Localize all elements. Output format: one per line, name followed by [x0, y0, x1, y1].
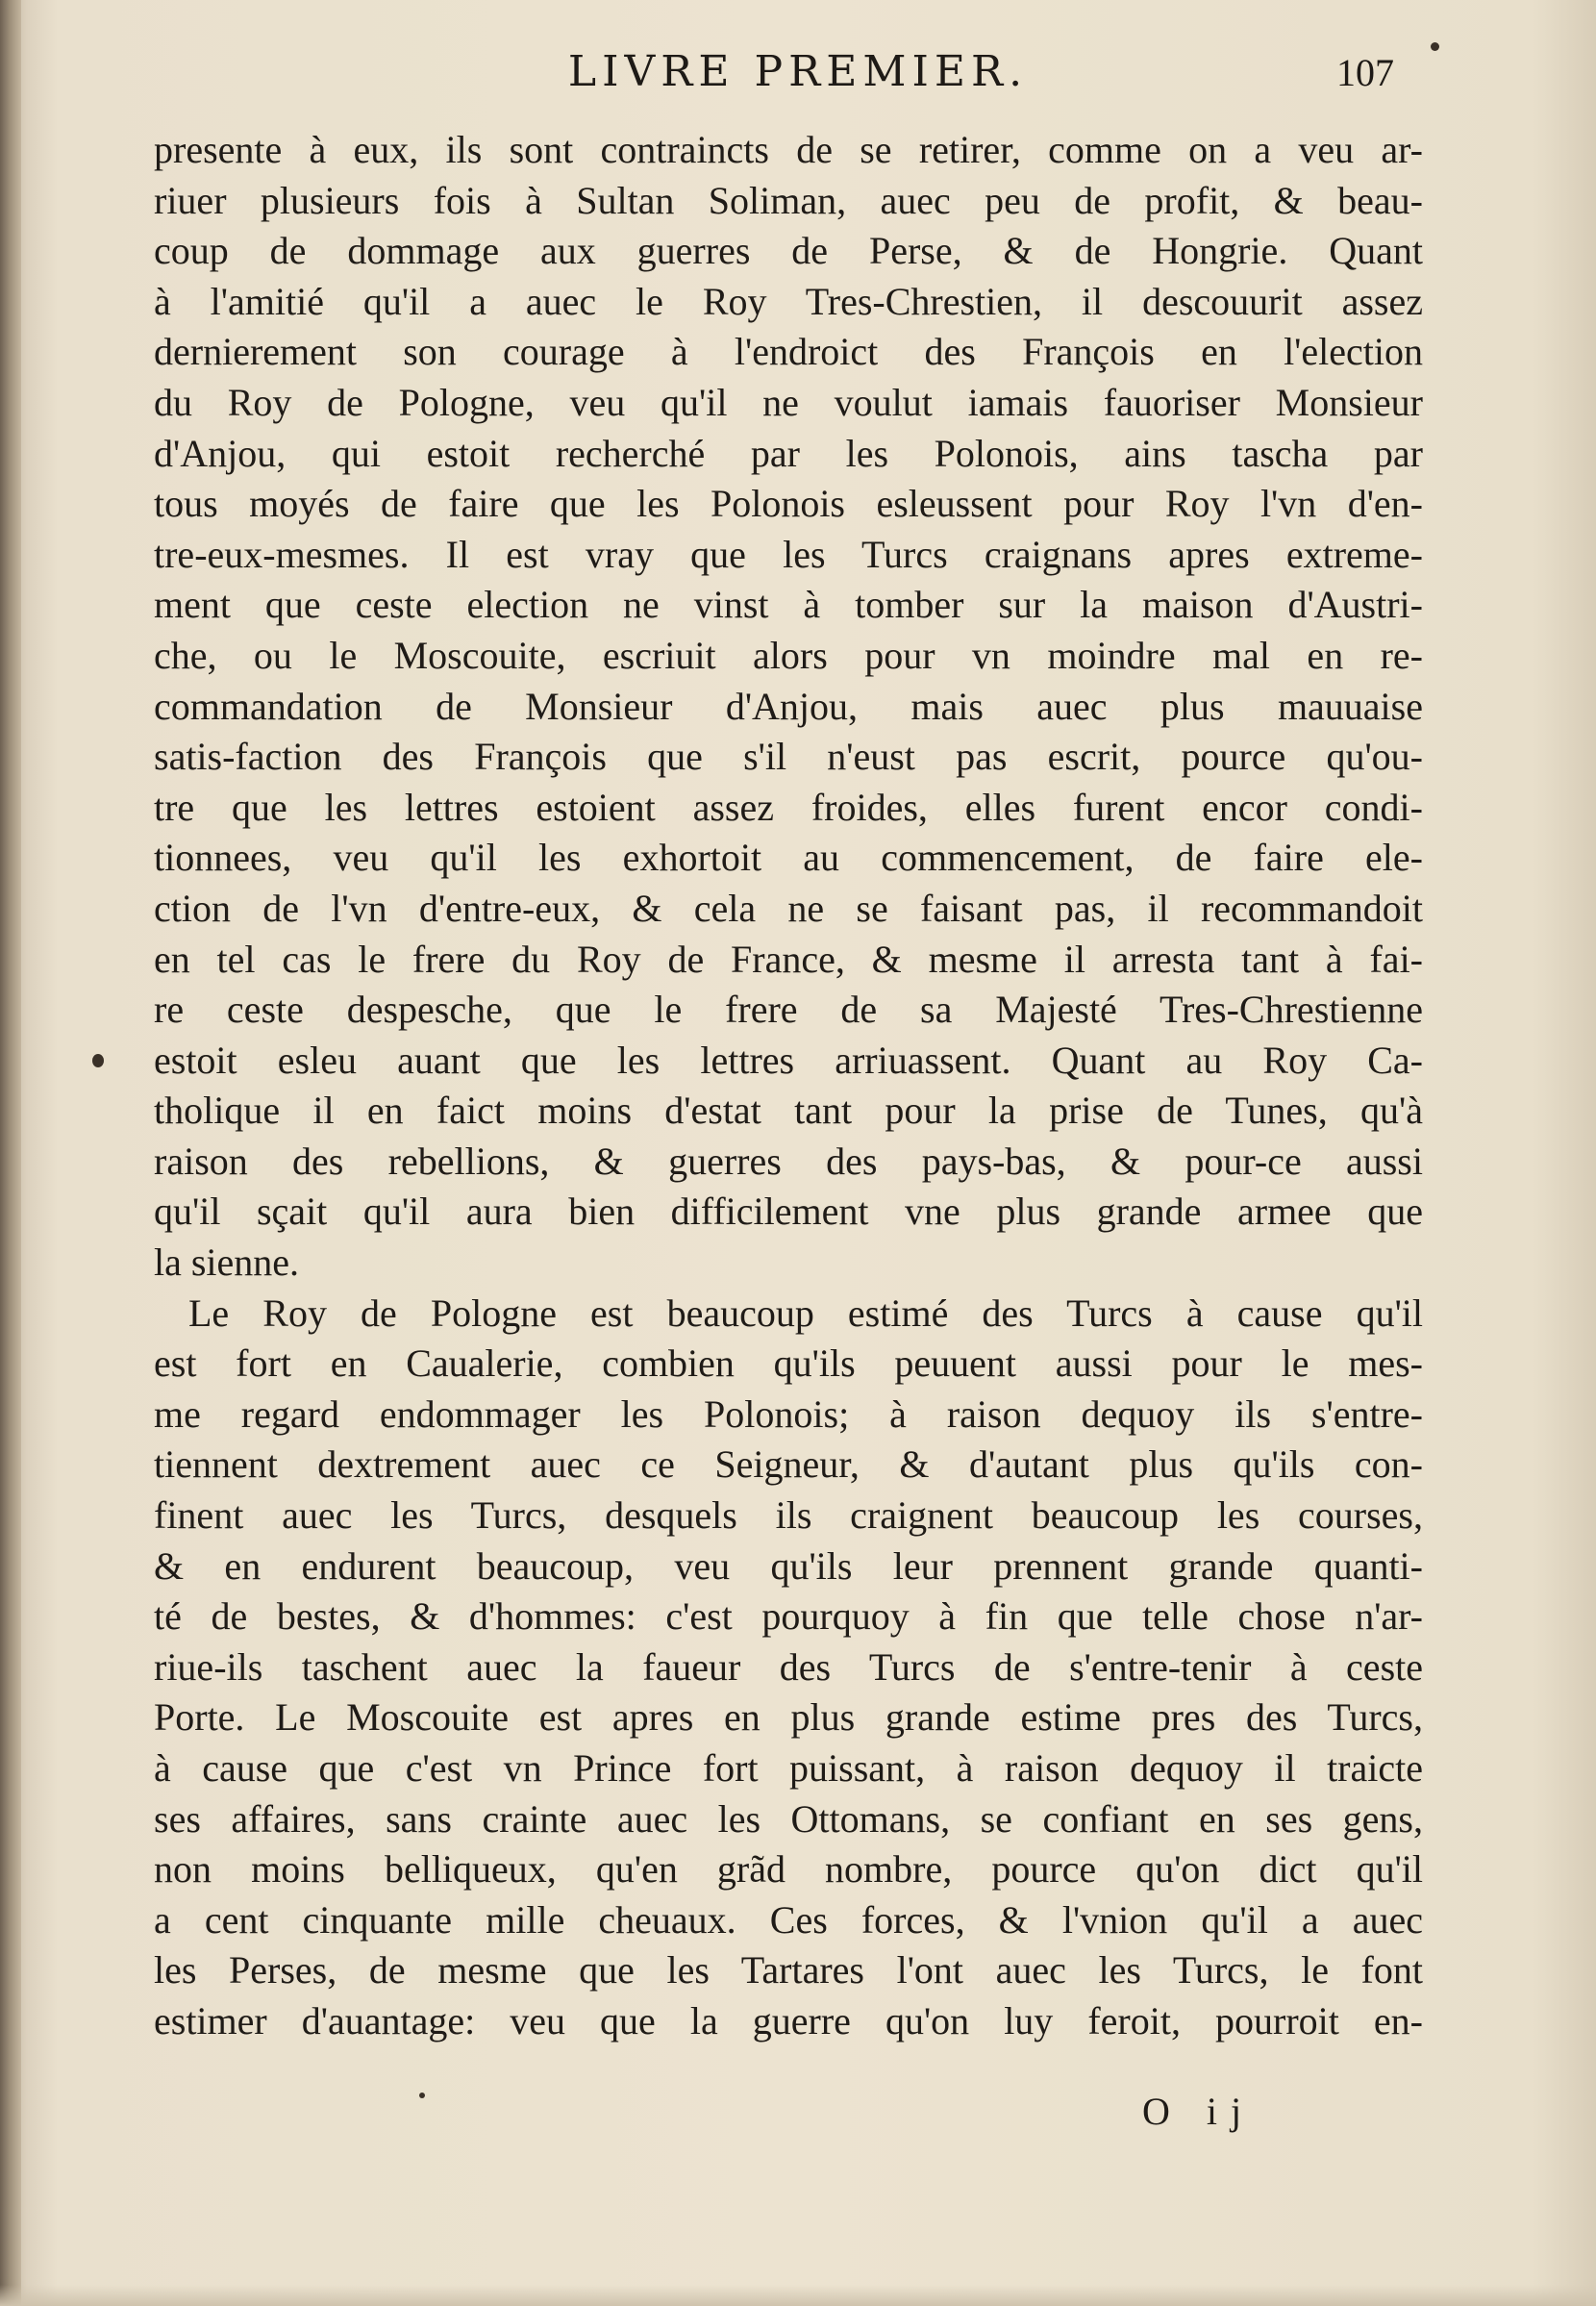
- text-line: est fort en Caualerie, combien qu'ils peuuent aussi pour le mes-: [154, 1341, 1423, 1386]
- text-line: à cause que c'est vn Prince fort puissant, à raison dequoy il traicte: [154, 1746, 1423, 1790]
- page-number: 107: [1336, 51, 1394, 94]
- text-line: les Perses, de mesme que les Tartares l'ont auec les Turcs, le font: [154, 1948, 1423, 1993]
- text-line: riuer plusieurs fois à Sultan Soliman, auec peu de profit, & beau-: [154, 178, 1423, 222]
- text-line: tiennent dextrement auec ce Seigneur, & d'autant plus qu'ils con-: [154, 1442, 1423, 1487]
- body-text: [154, 125, 1423, 2087]
- signature-mark: O ij: [1142, 2090, 1256, 2133]
- ink-speck: [92, 1054, 104, 1067]
- text-line: tionnees, veu qu'il les exhortoit au commencement, de faire ele-: [154, 836, 1423, 880]
- text-line: & en endurent beaucoup, veu qu'ils leur prennent grande quanti-: [154, 1543, 1423, 1588]
- text-line: Porte. Le Moscouite est apres en plus grande estime pres des Turcs,: [154, 1695, 1423, 1740]
- text-line: non moins belliqueux, qu'en grãd nombre, pource qu'on dict qu'il: [154, 1847, 1423, 1892]
- text-line: tous moyés de faire que les Polonois esleussent pour Roy l'vn d'en-: [154, 482, 1423, 526]
- text-line: d'Anjou, qui estoit recherché par les Polonois, ains tascha par: [154, 431, 1423, 475]
- running-title: LIVRE PREMIER.: [567, 47, 1029, 96]
- text-line: estoit esleu auant que les lettres arriuassent. Quant au Roy Ca-: [154, 1038, 1423, 1082]
- page-bottom-edge: [0, 2285, 1596, 2306]
- text-line: té de bestes, & d'hommes: c'est pourquoy à fin que telle chose n'ar-: [154, 1594, 1423, 1639]
- text-line: che, ou le Moscouite, escriuit alors pour vn moindre mal en re-: [154, 633, 1423, 677]
- text-line: ses affaires, sans crainte auec les Ottomans, se confiant en ses gens,: [154, 1796, 1423, 1841]
- text-line: tholique il en faict moins d'estat tant pour la prise de Tunes, qu'à: [154, 1089, 1423, 1133]
- text-line: finent auec les Turcs, desquels ils craignent beaucoup les courses,: [154, 1493, 1423, 1538]
- text-line: re ceste despesche, que le frere de sa Majesté Tres-Chrestienne: [154, 988, 1423, 1032]
- text-line: tre-eux-mesmes. Il est vray que les Turcs craignans apres extreme-: [154, 532, 1423, 576]
- text-line: coup de dommage aux guerres de Perse, & de Hongrie. Quant: [154, 229, 1423, 273]
- text-line: qu'il sçait qu'il aura bien difficilement vne plus grande armee que: [154, 1190, 1423, 1234]
- text-line: dernierement son courage à l'endroict des François en l'election: [154, 330, 1423, 374]
- text-line: raison des rebellions, & guerres des pays-bas, & pour-ce aussi: [154, 1139, 1423, 1183]
- text-line: ment que ceste election ne vinst à tomber sur la maison d'Austri-: [154, 583, 1423, 627]
- text-line: en tel cas le frere du Roy de France, & mesme il arresta tant à fai-: [154, 937, 1423, 981]
- text-line: presente à eux, ils sont contraincts de se retirer, comme on a veu ar-: [154, 128, 1423, 171]
- text-line: du Roy de Pologne, veu qu'il ne voulut iamais fauoriser Monsieur: [154, 380, 1423, 424]
- text-line: ction de l'vn d'entre-eux, & cela ne se faisant pas, il recommandoit: [154, 886, 1423, 930]
- binding-gutter: [0, 0, 21, 2306]
- text-line: commandation de Monsieur d'Anjou, mais auec plus mauuaise: [154, 684, 1423, 728]
- text-line: a cent cinquante mille cheuaux. Ces forces, & l'vnion qu'il a auec: [154, 1897, 1423, 1942]
- ink-speck: [1431, 42, 1439, 51]
- text-line: à l'amitié qu'il a auec le Roy Tres-Chrestien, il descouurit assez: [154, 279, 1423, 323]
- paragraph-start-line: Le Roy de Pologne est beaucoup estimé des Turcs à cause qu'il: [188, 1291, 1423, 1335]
- text-line: tre que les lettres estoient assez froides, elles furent encor condi-: [154, 785, 1423, 829]
- ink-speck: [419, 2093, 425, 2098]
- paragraph-end-line: la sienne.: [154, 1241, 300, 1285]
- text-line: estimer d'auantage: veu que la guerre qu'on luy feroit, pourroit en-: [154, 1998, 1423, 2043]
- text-line: me regard endommager les Polonois; à raison dequoy ils s'entre-: [154, 1391, 1423, 1436]
- text-line: satis-faction des François que s'il n'eust pas escrit, pource qu'ou-: [154, 735, 1423, 779]
- text-line: riue-ils taschent auec la faueur des Turcs de s'entre-tenir à ceste: [154, 1644, 1423, 1689]
